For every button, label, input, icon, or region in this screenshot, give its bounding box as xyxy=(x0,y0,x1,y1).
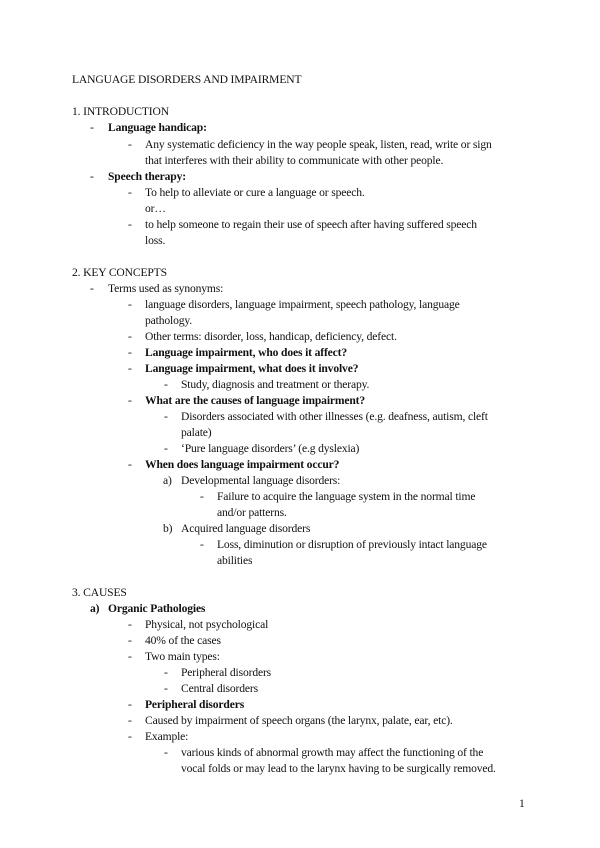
bullet: - xyxy=(90,121,94,134)
bullet: - xyxy=(90,282,94,295)
bullet: - xyxy=(128,186,132,199)
list-item: Language handicap: xyxy=(108,121,207,134)
list-item: 40% of the cases xyxy=(145,634,221,647)
section-heading: 2. KEY CONCEPTS xyxy=(72,266,167,279)
list-item-continuation: or… xyxy=(145,202,166,215)
bullet: - xyxy=(128,714,132,727)
bullet: - xyxy=(90,170,94,183)
bullet: - xyxy=(128,346,132,359)
list-item: Loss, diminution or disruption of previously intact language xyxy=(217,538,487,551)
bullet: - xyxy=(128,698,132,711)
list-item: Study, diagnosis and treatment or therapy. xyxy=(181,378,370,391)
list-item: Other terms: disorder, loss, handicap, deficiency, defect. xyxy=(145,330,397,343)
list-item: Disorders associated with other illnesses (e.g. deafness, autism, cleft xyxy=(181,410,488,423)
list-item: Developmental language disorders: xyxy=(181,474,341,487)
list-item-continuation: abilities xyxy=(217,554,253,567)
list-item-continuation: vocal folds or may lead to the larynx having to be surgically removed. xyxy=(181,762,496,775)
bullet: - xyxy=(128,634,132,647)
bullet: - xyxy=(128,618,132,631)
list-item: Peripheral disorders xyxy=(145,698,245,711)
bullet: - xyxy=(128,330,132,343)
list-item-continuation: palate) xyxy=(181,426,212,439)
section-heading: 1. INTRODUCTION xyxy=(72,105,169,118)
bullet: - xyxy=(164,682,168,695)
bullet: - xyxy=(164,378,168,391)
list-item: To help to alleviate or cure a language or speech. xyxy=(145,186,365,199)
bullet: - xyxy=(164,442,168,455)
list-item-continuation: and/or patterns. xyxy=(217,506,287,519)
bullet: - xyxy=(128,362,132,375)
list-marker: a) xyxy=(163,474,172,487)
list-item: What are the causes of language impairment? xyxy=(145,394,366,407)
list-item: Central disorders xyxy=(181,682,258,695)
list-marker: a) xyxy=(90,602,100,615)
list-item: various kinds of abnormal growth may affect the functioning of the xyxy=(181,746,484,759)
document-title: LANGUAGE DISORDERS AND IMPAIRMENT xyxy=(72,73,302,86)
list-item-continuation: that interferes with their ability to communicate with other people. xyxy=(145,154,444,167)
bullet: - xyxy=(200,538,204,551)
bullet: - xyxy=(128,394,132,407)
list-item: Language impairment, what does it involve? xyxy=(145,362,359,375)
bullet: - xyxy=(128,298,132,311)
list-item: Any systematic deficiency in the way people speak, listen, read, write or sign xyxy=(145,138,492,151)
list-item: to help someone to regain their use of speech after having suffered speech xyxy=(145,218,477,231)
list-item: Terms used as synonyms: xyxy=(108,282,224,295)
subsection-heading: Organic Pathologies xyxy=(108,602,206,615)
list-item-continuation: pathology. xyxy=(145,314,193,327)
list-item: When does language impairment occur? xyxy=(145,458,340,471)
list-item: language disorders, language impairment, speech pathology, language xyxy=(145,298,460,311)
list-item: Physical, not psychological xyxy=(145,618,269,631)
bullet: - xyxy=(164,410,168,423)
section-heading: 3. CAUSES xyxy=(72,586,127,599)
list-item: Peripheral disorders xyxy=(181,666,272,679)
list-item: Speech therapy: xyxy=(108,170,186,183)
list-marker: b) xyxy=(163,522,173,535)
list-item: Failure to acquire the language system in the normal time xyxy=(217,490,476,503)
bullet: - xyxy=(128,218,132,231)
list-item: Two main types: xyxy=(145,650,220,663)
bullet: - xyxy=(128,458,132,471)
list-item: ‘Pure language disorders’ (e.g dyslexia) xyxy=(181,442,360,455)
bullet: - xyxy=(164,746,168,759)
bullet: - xyxy=(128,650,132,663)
bullet: - xyxy=(128,138,132,151)
page-number: 1 xyxy=(519,797,525,810)
bullet: - xyxy=(200,490,204,503)
list-item: Acquired language disorders xyxy=(181,522,311,535)
list-item: Language impairment, who does it affect? xyxy=(145,346,348,359)
list-item-continuation: loss. xyxy=(145,234,166,247)
bullet: - xyxy=(128,730,132,743)
list-item: Caused by impairment of speech organs (the larynx, palate, ear, etc). xyxy=(145,714,453,727)
bullet: - xyxy=(164,666,168,679)
list-item: Example: xyxy=(145,730,189,743)
